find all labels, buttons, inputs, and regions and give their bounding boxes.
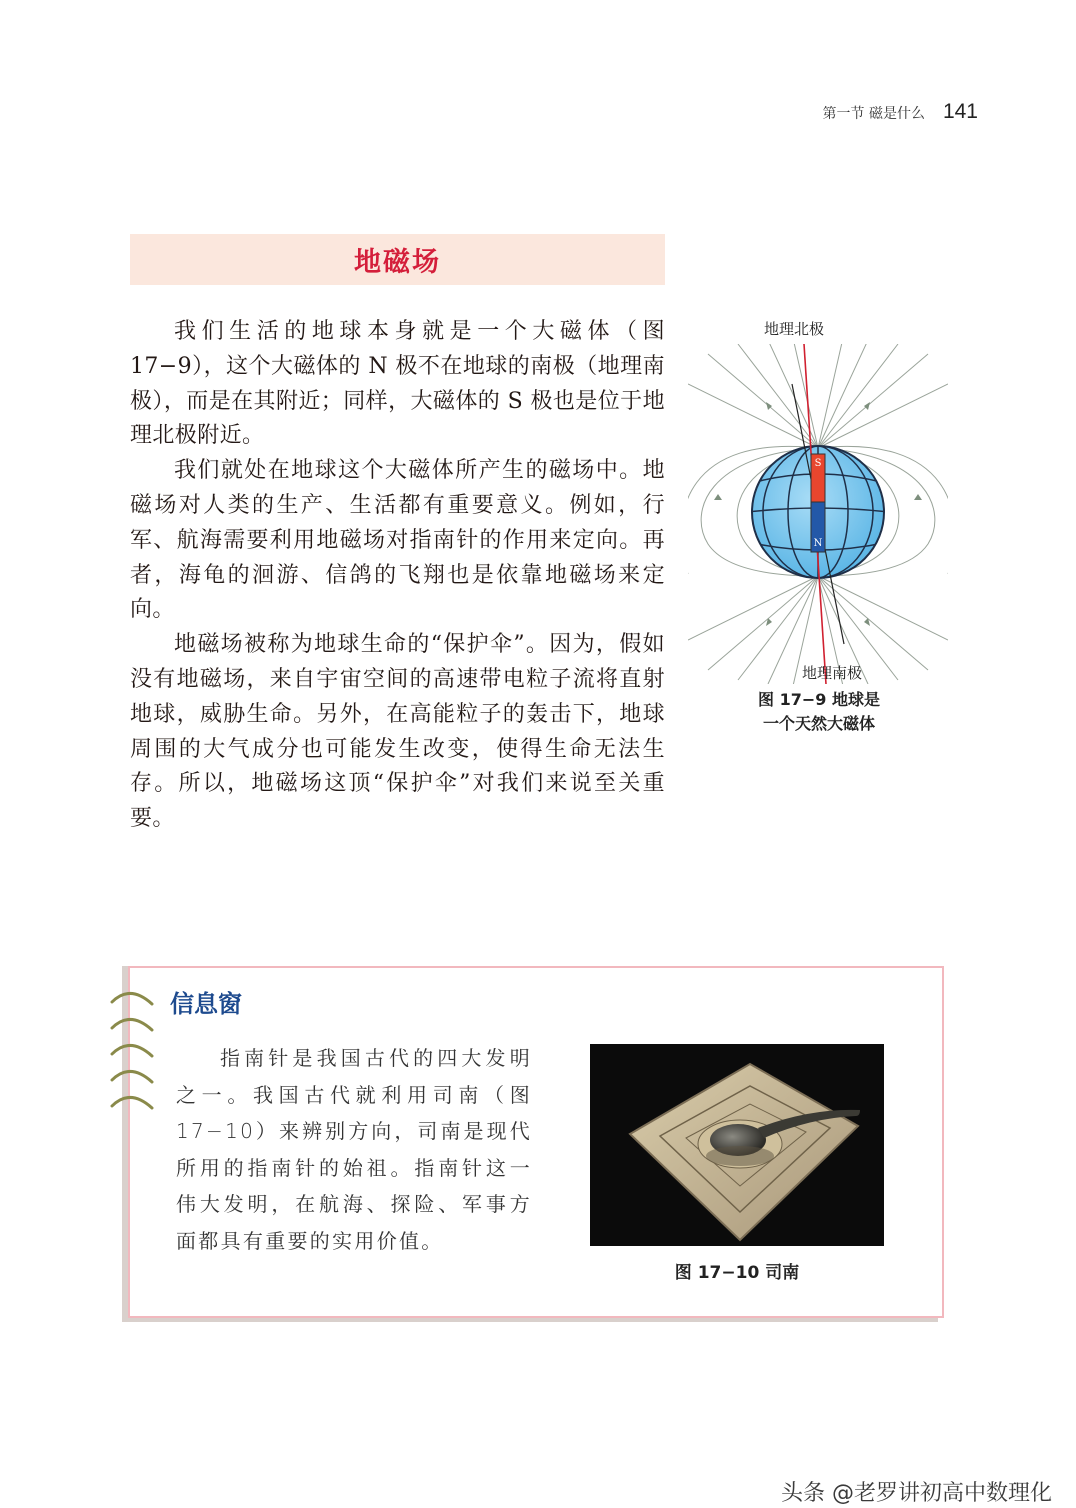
info-paragraph: 指南针是我国古代的四大发明之一。我国古代就利用司南（图 17−10）来辨别方向，司南是现代所用的指南针的始祖。指南针这一伟大发明，在航海、探险、军事方面都具有重要的实用价值。 bbox=[176, 1046, 532, 1253]
earth-magnetic-field-diagram bbox=[688, 344, 948, 684]
sinan-image bbox=[590, 1044, 884, 1246]
photo-caption: 图 17−10 司南 bbox=[674, 1263, 800, 1283]
paragraph: 我们生活的地球本身就是一个大磁体（图 17−9），这个大磁体的 N 极不在地球的南极（地理南极），而是在其附近；同样，大磁体的 S 极也是位于地理北极附近。 bbox=[130, 319, 665, 449]
info-window-title: 信息窗 bbox=[170, 990, 242, 1018]
info-window-text bbox=[176, 1040, 532, 1259]
figure1-caption-line1: 图 17−9 地球是 bbox=[758, 690, 880, 709]
binder-rings-icon bbox=[108, 986, 160, 1116]
label-geo-north: 地理北极 bbox=[764, 320, 825, 338]
paragraph: 我们就处在地球这个大磁体所产生的磁场中。地磁场对人类的生产、生活都有重要意义。例如，行军、航海需要利用地磁场对指南针的作用来定向。再者，海龟的洄游、信鸽的飞翔也是依靠地磁场来定向。 bbox=[130, 458, 665, 623]
section-title-band bbox=[130, 234, 665, 285]
magnet-n-label: N bbox=[813, 538, 823, 549]
sinan-compass-photo bbox=[590, 1044, 884, 1246]
figure-earth-magnet bbox=[688, 316, 948, 736]
page-number: 141 bbox=[942, 100, 978, 123]
magnet-s-label: S bbox=[814, 458, 822, 469]
paragraph: 地磁场被称为地球生命的“保护伞”。因为，假如没有地磁场，来自宇宙空间的高速带电粒子流将直射地球，威胁生命。另外，在高能粒子的轰击下，地球周围的大气成分也可能发生改变，使得生命无法生存。所以，地磁场这顶“保护伞”对我们来说至关重要。 bbox=[130, 632, 665, 832]
watermark: 头条 @老罗讲初高中数理化 bbox=[781, 1481, 1052, 1506]
body-text bbox=[130, 315, 665, 837]
section-title: 地磁场 bbox=[354, 247, 441, 278]
section-name: 第一节 磁是什么 bbox=[822, 106, 925, 122]
page-header bbox=[823, 100, 979, 124]
figure1-caption-line2: 一个天然大磁体 bbox=[762, 714, 875, 733]
label-geo-south: 地理南极 bbox=[802, 664, 863, 682]
